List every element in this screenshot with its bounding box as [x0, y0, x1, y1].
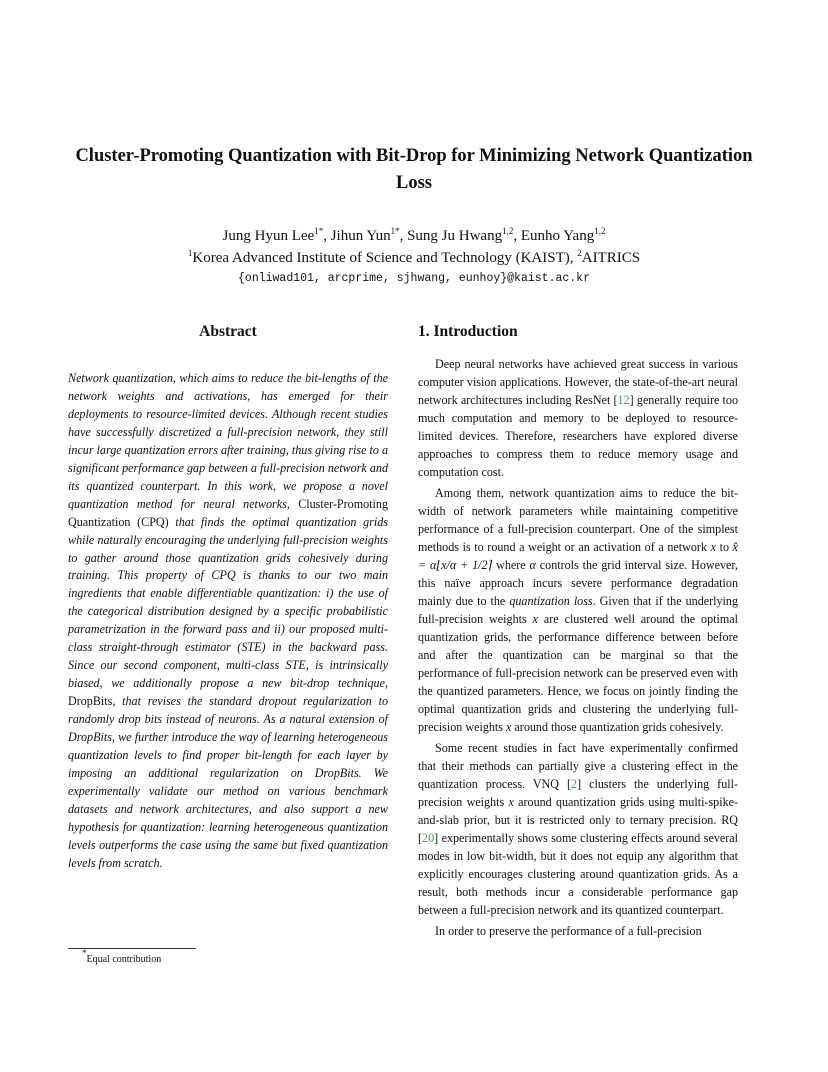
emphasized-term: quantization loss: [509, 594, 593, 608]
affiliation-superscript: 1: [187, 248, 193, 258]
paragraph-text: ] generally require too much computation and memory to be deployed to resource-limited devices. Therefore, researchers have explored diverse approaches to compress them to reduce memory usage and computation cost.: [418, 393, 738, 479]
author-name: Jung Hyun Lee: [222, 228, 315, 244]
math-variable: α: [529, 558, 536, 572]
footnote-mark: *: [82, 948, 87, 958]
author-superscript: 1*: [314, 226, 324, 236]
intro-paragraph: [418, 355, 738, 481]
affiliation-superscript: 2: [577, 248, 582, 258]
author-block: [40, 225, 788, 269]
introduction-heading: 1. Introduction: [418, 323, 518, 340]
paragraph-text: ] experimentally shows some clustering effects around several modes in low bit-width, but it does not equip any algorithm that explicitly encourages clustering around quantization grids. As a result, both methods incur a considerable performance gap between a full-precision network and its quantized counterpart.: [418, 831, 738, 917]
author-superscript: 1,2: [594, 226, 606, 236]
math-variable: x: [532, 612, 538, 626]
footnote: [82, 948, 162, 965]
method-name-dropbits: DropBits: [68, 694, 113, 709]
citation-link[interactable]: 2: [571, 777, 578, 791]
paragraph-text: In order to preserve the performance of a full-precision: [435, 924, 702, 938]
math-variable: x: [710, 540, 716, 554]
abstract-text: that finds the optimal quantization grids while naturally encouraging the underlying full-precision weights to gather around those quantization grids cohesively during training. This property of CPQ is thanks to our two main ingredients that enable differentiable quantization: i) the use of the categorical distribution designed by a specific probabilistic parametrization in the forward pass and ii) our proposed multi-class straight-through estimator (STE) in the backward pass. Since our second component, multi-class STE, is intrinsically biased, we additionally propose a new bit-drop technique,: [68, 514, 388, 691]
intro-paragraph: [418, 739, 738, 919]
abstract-text: Network quantization, which aims to reduce the bit-lengths of the network weights and activations, has emerged for their deployments to resource-limited devices. Although recent studies have successfully discretized a full-precision network, they still incur large quantization errors after training, thus giving rise to a significant performance gap between a full-precision network and its quantized counterpart. In this work, we propose a novel quantization method for neural networks,: [68, 371, 388, 511]
paragraph-text: controls the grid interval size. However, this naïve approach incurs severe performance degradation mainly due to the: [418, 558, 738, 608]
author-name: Eunho Yang: [520, 228, 595, 244]
paragraph-text: where: [496, 558, 526, 572]
author-emails: {onliwad101, arcprime, sjhwang, eunhoy}@kaist.ac.kr: [238, 272, 590, 285]
math-variable: x: [506, 720, 512, 734]
affiliation-aitrics: AITRICS: [581, 250, 641, 266]
affiliation-line: [40, 247, 788, 269]
math-variable: x: [508, 795, 514, 809]
citation-link[interactable]: 20: [422, 831, 435, 845]
author-superscript: 1,2: [502, 226, 514, 236]
intro-paragraph: [418, 922, 738, 940]
author-name: Jihun Yun: [330, 228, 391, 244]
paragraph-text: Deep neural networks have achieved great success in various computer vision applications. However, the state-of-the-art neural network architectures including ResNet [: [418, 357, 738, 407]
intro-paragraph: [418, 484, 738, 736]
paper-title: Cluster-Promoting Quantization with Bit-Drop for Minimizing Network Quantization Loss: [75, 146, 753, 193]
paragraph-text: around those quantization grids cohesively.: [514, 720, 724, 734]
paragraph-text: around quantization grids using multi-spike-and-slab prior, but it is restricted only to ternary precision. RQ [: [418, 795, 739, 845]
rounding-formula: x̂ = α⌊x/α + 1/2⌉: [418, 540, 738, 572]
paragraph-text: ] clusters the underlying full-precision weights: [418, 777, 738, 809]
paragraph-text: Among them, network quantization aims to reduce the bit-width of network parameters while maintaining competitive performance of a full-precision counterpart. One of the simplest methods is to round a weight or an activation of a network: [418, 486, 738, 554]
paragraph-text: . Given that if the underlying full-precision weights: [418, 594, 738, 626]
method-name-cpq: Cluster-Promoting Quantization (CPQ): [68, 496, 388, 529]
paragraph-text: Some recent studies in fact have experimentally confirmed that their methods can partially give a clustering effect in the quantization process. VNQ [: [418, 741, 738, 791]
paragraph-text: are clustered well around the optimal quantization grids, the performance difference between before and after the quantization can be marginal so that the performance of full-precision network can be preserved even with the quantized parameters. Hence, we focus on jointly finding the optimal quantization grids and clustering the underlying full-precision weights: [418, 612, 738, 734]
introduction-body: [418, 355, 738, 943]
footnote-text: Equal contribution: [86, 954, 162, 965]
author-name: Sung Ju Hwang: [407, 228, 503, 244]
author-superscript: 1*: [390, 226, 400, 236]
footnote-rule: [68, 948, 196, 949]
abstract-body: [68, 370, 388, 873]
affiliation-kaist: Korea Advanced Institute of Science and Technology (KAIST),: [192, 250, 574, 266]
abstract-heading: Abstract: [199, 323, 257, 340]
author-list: Jung Hyun Lee$^{1*}$, Jihun Yun$^{1*}$, Sung Ju Hwang$^{1,2}$, Eunho Yang$^{1,2}$: [222, 226, 606, 244]
abstract-text: , that revises the standard dropout regularization to randomly drop bits instead of neurons. As a natural extension of DropBits, we further introduce the way of learning heterogeneous quantization levels to find proper bit-length for each layer by imposing an additional regularization on DropBits. We experimentally validate our method on various benchmark datasets and network architectures, and also support a new hypothesis for quantization: learning heterogeneous quantization levels outperforms the case using the same but fixed quantization levels from scratch.: [68, 694, 388, 870]
paragraph-text: to: [719, 540, 729, 554]
citation-link[interactable]: 12: [617, 393, 630, 407]
